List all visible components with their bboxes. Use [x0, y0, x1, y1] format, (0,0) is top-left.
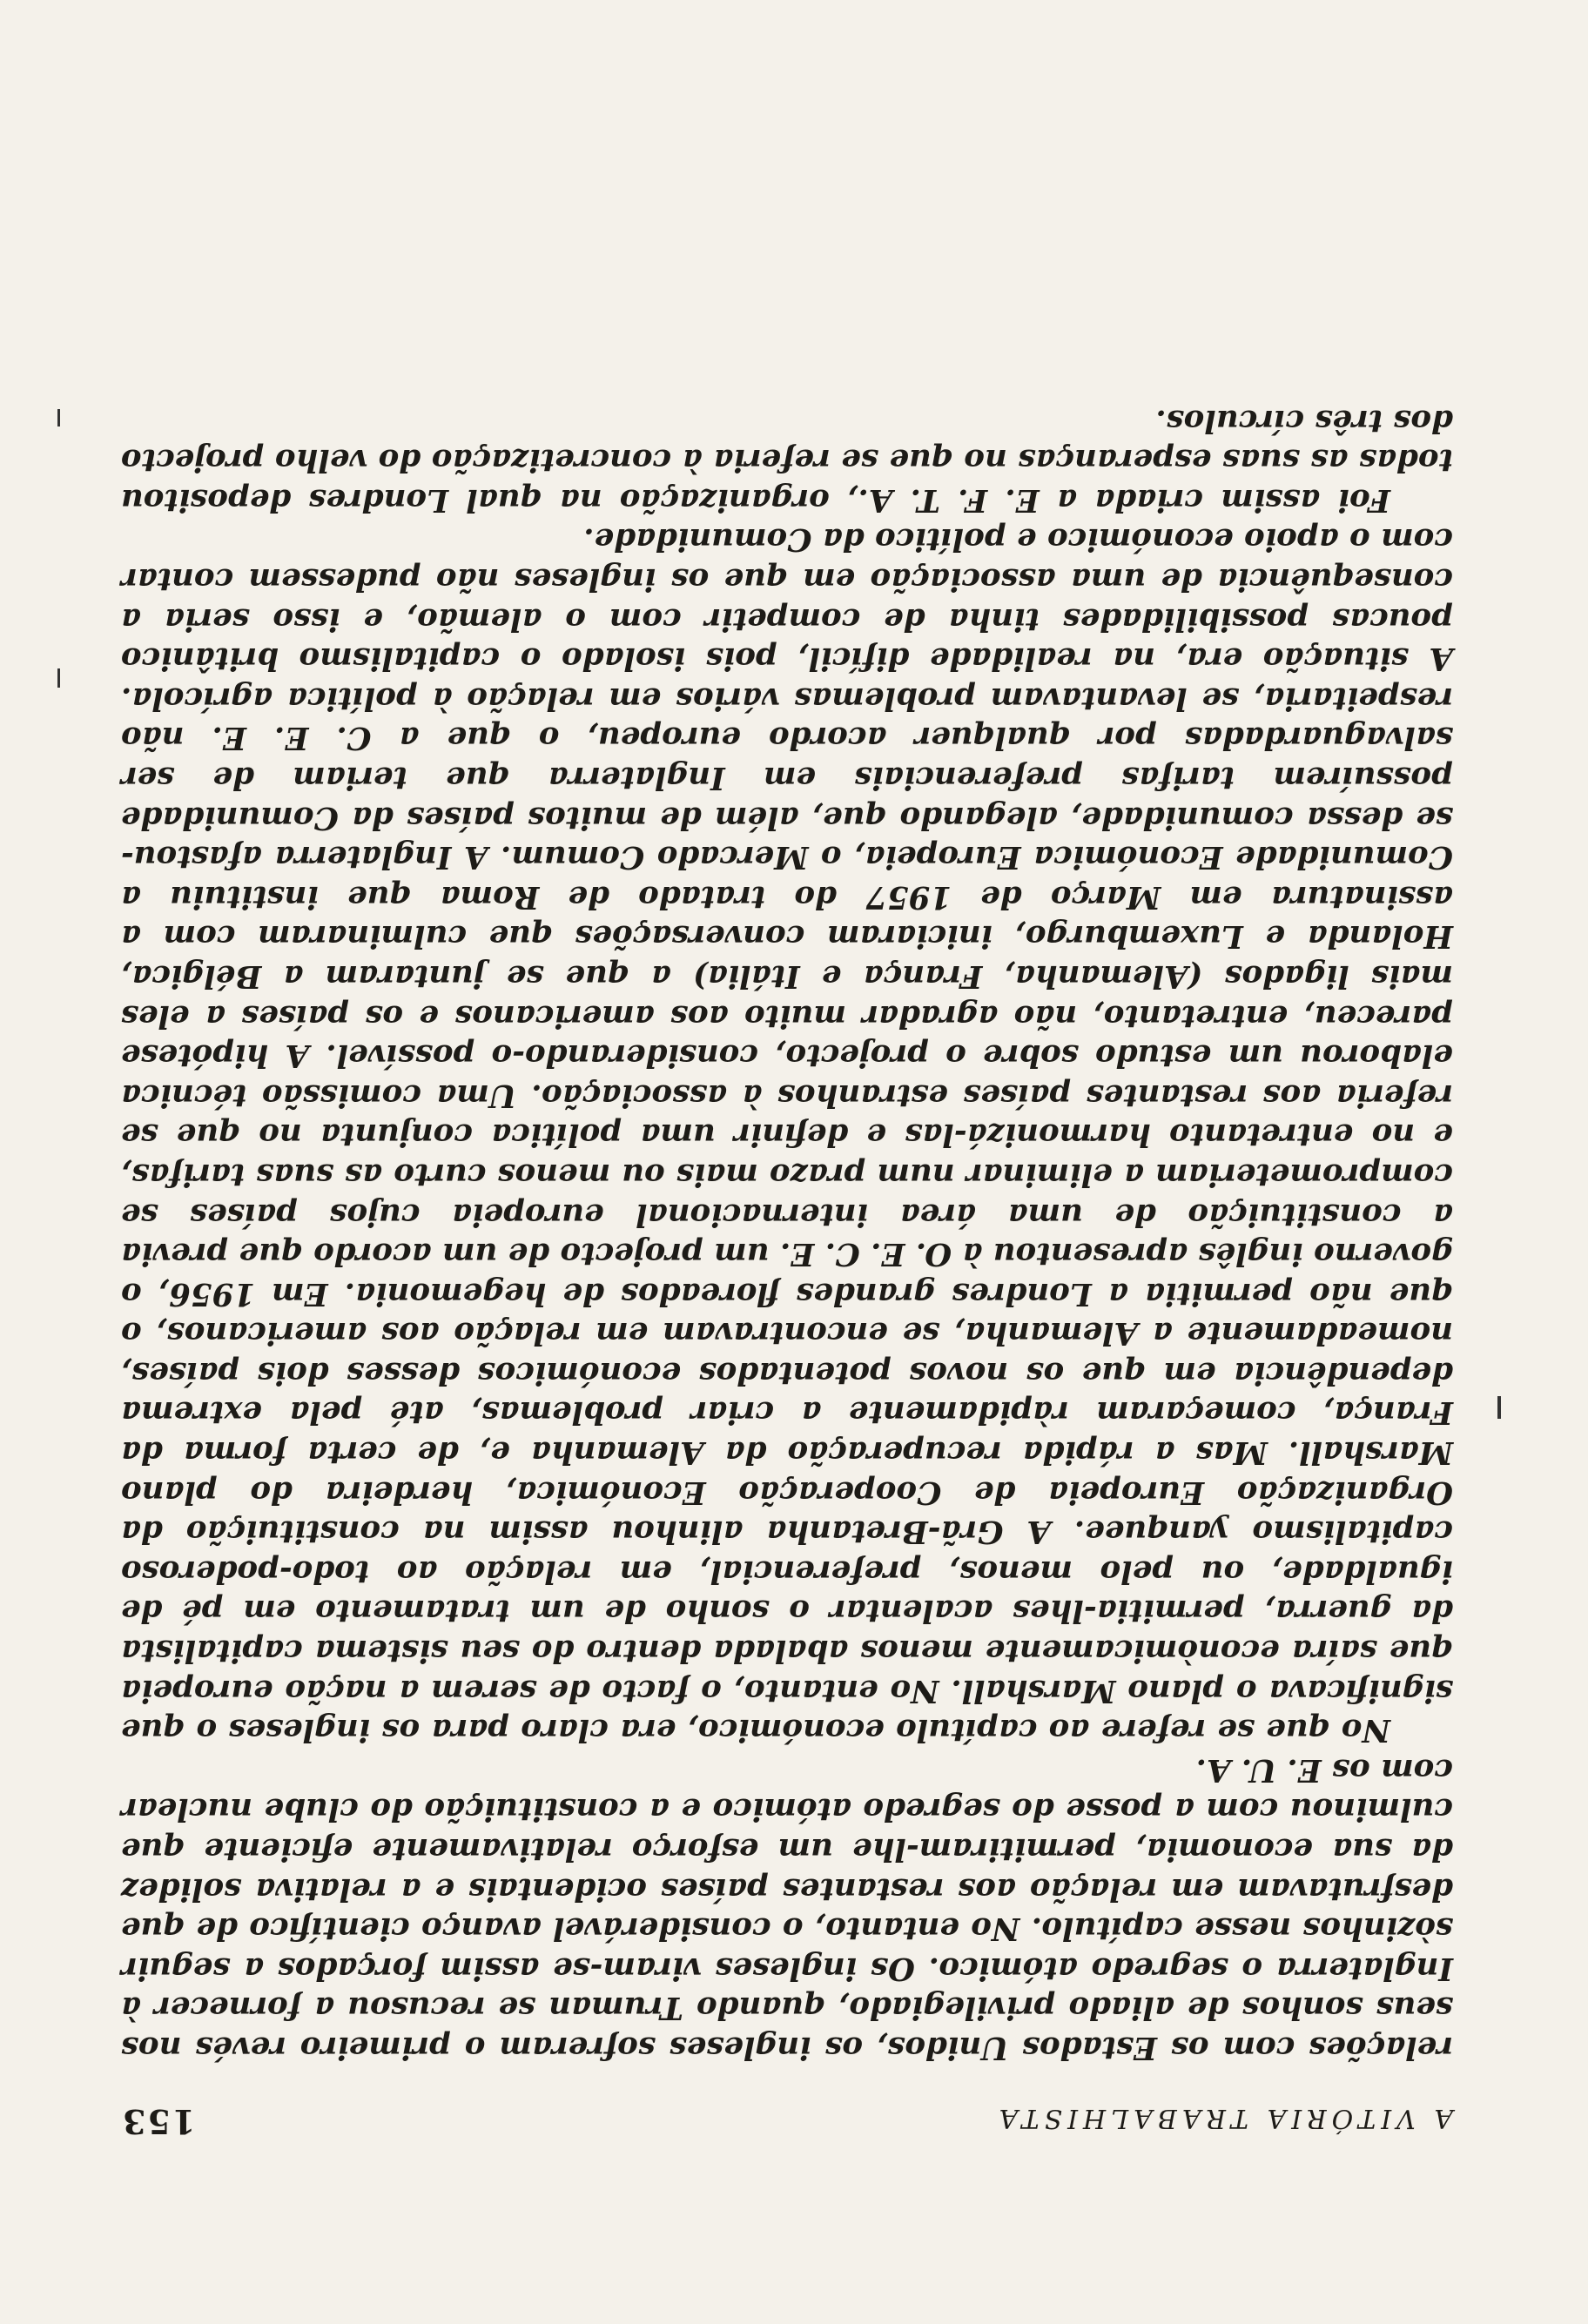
- page-text-block: [121, 400, 1453, 2141]
- running-head: [121, 2102, 1453, 2141]
- page-number: 153: [121, 2102, 196, 2141]
- margin-mark: [57, 409, 60, 427]
- paragraph-1: relações com os Estados Unidos, os ingleses sofreram o primeiro revés nos seus sonhos de aliado privilegiado, quando Truman se recusou a fornecer à Inglaterra o segredo atómico. Os ingleses viram-se assim forçados a seguir sòzinhos nesse capítulo. No entanto, o considerável avanço científico de que desfrutavam em relação aos restantes países ocidentais e a relativa solidez da sua economia, permitiram-lhe um esforço relativamente eficiente que culminou com a posse do segredo atómico e a constituição do clube nuclear com os E. U. A.: [121, 1751, 1453, 2065]
- margin-mark: [57, 668, 60, 688]
- margin-mark: [1497, 1396, 1501, 1419]
- paragraph-3: Foi assim criada a E. F. T. A., organização na qual Londres depositou todas as suas esperanças no que se referia à concretização do velho projecto dos três círculos.: [121, 402, 1453, 518]
- paragraph-2: No que se refere ao capítulo económico, era claro para os ingleses o que significava o plano Marshall. No entanto, o facto de serem a nação europeia que saíra econòmicamente menos abalada dentro do seu sistema capitalista da guerra, permitia-lhes acalentar o sonho de um tratamento em pé de igualdade, ou pelo menos, preferencial, em relação ao todo-poderoso capitalismo yanquee. A Grã-Bretanha alinhou assim na constituição da Organização Europeia de Cooperação Económica, herdeira do plano Marshall. Mas a rápida recuperação da Alemanha e, de certa forma da França, começaram ràpidamente a criar problemas, até pela extrema dependência em que os novos potentados económicos desses dois países, nomeadamente a Alemanha, se encontravam em relação aos americanos, o que não permitia a Londres grandes floreados de hegemonia. Em 1956, o governo inglês apresentou à O. E. C. E. um projecto de um acordo que previa a constituição de uma área internacional europeia cujos países se comprometeriam a eliminar num prazo mais ou menos curto as suas tarifas, e no entretanto harmonizá-las e definir uma política conjunta no que se referia aos restantes países estranhos à associação. Uma comissão técnica elaborou um estudo sobre o projecto, considerando-o possível. A hipótese pareceu, entretanto, não agradar muito aos americanos e os países a eles mais ligados (Alemanha, França e Itália) a que se juntaram a Bélgica, Holanda e Luxemburgo, iniciaram conversações que culminaram com a assinatura em Março de 1957 do tratado de Roma que instituiu a Comunidade Económica Europeia, o Mercado Comum. A Inglaterra afastou-se dessa comunidade, alegando que, além de muitos países da Comunidade possuírem tarifas preferenciais em Inglaterra que teriam de ser salvaguardadas por qualquer acordo europeu, o que a C. E. E. não respeitaria, se levantavam problemas vários em relação à política agrícola. A situação era, na realidade difícil, pois isolado o capitalismo britânico poucas possibilidades tinha de competir com o alemão, e isso seria a consequência de uma associação em que os ingleses não pudessem contar com o apoio económico e político da Comunidade.: [121, 521, 1453, 1749]
- running-title: A VITÓRIA TRABALHISTA: [993, 2103, 1453, 2133]
